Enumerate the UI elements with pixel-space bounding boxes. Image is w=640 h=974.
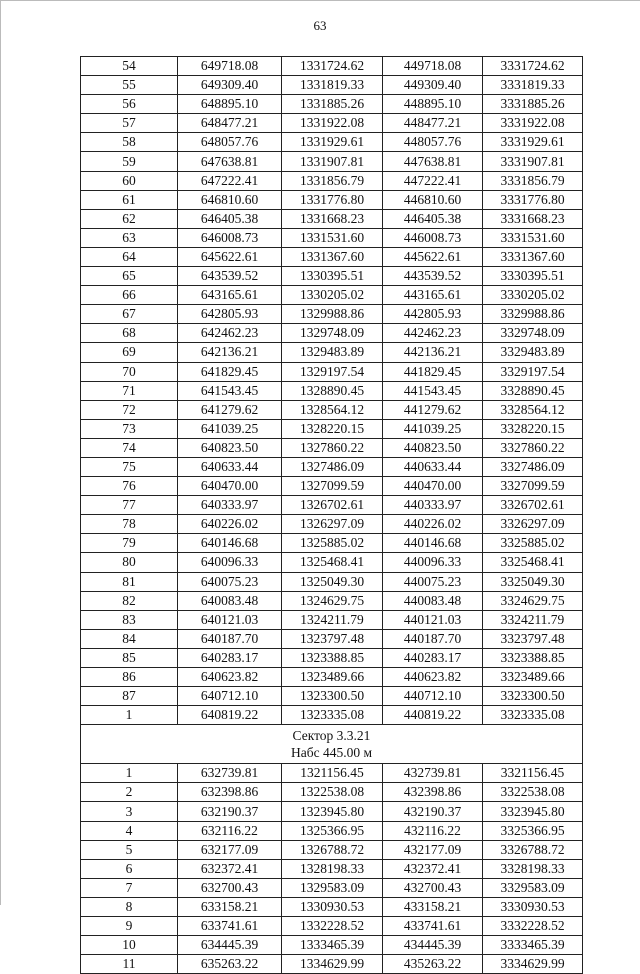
table-row — [81, 381, 583, 400]
y1-cell: 1329583.09 — [282, 878, 383, 897]
x1-cell: 649309.40 — [178, 76, 282, 95]
y1-cell: 1331776.80 — [282, 190, 383, 209]
y1-cell: 1330395.51 — [282, 267, 383, 286]
y1-cell: 1330205.02 — [282, 286, 383, 305]
table-row — [81, 764, 583, 783]
y2-cell: 3326788.72 — [483, 840, 583, 859]
point-number-cell: 83 — [81, 610, 178, 629]
point-number-cell: 79 — [81, 534, 178, 553]
y2-cell: 3331724.62 — [483, 57, 583, 76]
y1-cell: 1331856.79 — [282, 171, 383, 190]
y1-cell: 1322538.08 — [282, 783, 383, 802]
x2-cell: 432739.81 — [383, 764, 483, 783]
y2-cell: 3326702.61 — [483, 496, 583, 515]
point-number-cell: 69 — [81, 343, 178, 362]
x1-cell: 642136.21 — [178, 343, 282, 362]
coordinates-table — [80, 56, 583, 974]
y1-cell: 1331367.60 — [282, 247, 383, 266]
x1-cell: 641543.45 — [178, 381, 282, 400]
x1-cell: 640075.23 — [178, 572, 282, 591]
y1-cell: 1325885.02 — [282, 534, 383, 553]
section-subtitle: Набс 445.00 м — [290, 745, 373, 761]
x2-cell: 432190.37 — [383, 802, 483, 821]
x1-cell: 640712.10 — [178, 687, 282, 706]
section-title: Сектор 3.3.21 — [292, 728, 371, 744]
y1-cell: 1329988.86 — [282, 305, 383, 324]
x2-cell: 442136.21 — [383, 343, 483, 362]
x2-cell: 432398.86 — [383, 783, 483, 802]
x2-cell: 442462.23 — [383, 324, 483, 343]
x1-cell: 642462.23 — [178, 324, 282, 343]
x2-cell: 440096.33 — [383, 553, 483, 572]
x1-cell: 643165.61 — [178, 286, 282, 305]
y1-cell: 1323335.08 — [282, 706, 383, 725]
table-row — [81, 515, 583, 534]
x2-cell: 440187.70 — [383, 629, 483, 648]
y1-cell: 1331885.26 — [282, 95, 383, 114]
point-number-cell: 2 — [81, 783, 178, 802]
x2-cell: 442805.93 — [383, 305, 483, 324]
x1-cell: 640823.50 — [178, 438, 282, 457]
x2-cell: 440823.50 — [383, 438, 483, 457]
y1-cell: 1328198.33 — [282, 859, 383, 878]
y2-cell: 3323797.48 — [483, 629, 583, 648]
x2-cell: 447222.41 — [383, 171, 483, 190]
x1-cell: 632190.37 — [178, 802, 282, 821]
x2-cell: 448895.10 — [383, 95, 483, 114]
y2-cell: 3329748.09 — [483, 324, 583, 343]
y2-cell: 3331367.60 — [483, 247, 583, 266]
x2-cell: 449718.08 — [383, 57, 483, 76]
y1-cell: 1331668.23 — [282, 209, 383, 228]
y2-cell: 3328198.33 — [483, 859, 583, 878]
table-row — [81, 114, 583, 133]
x2-cell: 441279.62 — [383, 400, 483, 419]
table-row — [81, 496, 583, 515]
table-row — [81, 610, 583, 629]
x1-cell: 645622.61 — [178, 247, 282, 266]
table-row — [81, 553, 583, 572]
y1-cell: 1331907.81 — [282, 152, 383, 171]
y2-cell: 3327486.09 — [483, 457, 583, 476]
y2-cell: 3327099.59 — [483, 477, 583, 496]
page-number: 63 — [313, 18, 327, 33]
point-number-cell: 61 — [81, 190, 178, 209]
y2-cell: 3333465.39 — [483, 936, 583, 955]
x2-cell: 433158.21 — [383, 897, 483, 916]
point-number-cell: 56 — [81, 95, 178, 114]
y2-cell: 3329583.09 — [483, 878, 583, 897]
x1-cell: 641039.25 — [178, 419, 282, 438]
table-row — [81, 687, 583, 706]
section-header-row — [81, 725, 583, 764]
point-number-cell: 72 — [81, 400, 178, 419]
table-row — [81, 706, 583, 725]
x2-cell: 435263.22 — [383, 955, 483, 974]
x1-cell: 640470.00 — [178, 477, 282, 496]
x2-cell: 448477.21 — [383, 114, 483, 133]
y1-cell: 1323945.80 — [282, 802, 383, 821]
y2-cell: 3328220.15 — [483, 419, 583, 438]
x2-cell: 434445.39 — [383, 936, 483, 955]
y1-cell: 1326297.09 — [282, 515, 383, 534]
y2-cell: 3331907.81 — [483, 152, 583, 171]
x2-cell: 432177.09 — [383, 840, 483, 859]
x2-cell: 433741.61 — [383, 917, 483, 936]
section-header — [81, 725, 583, 764]
y1-cell: 1325366.95 — [282, 821, 383, 840]
table-row — [81, 859, 583, 878]
x2-cell: 440226.02 — [383, 515, 483, 534]
x1-cell: 643539.52 — [178, 267, 282, 286]
point-number-cell: 87 — [81, 687, 178, 706]
y2-cell: 3322538.08 — [483, 783, 583, 802]
x2-cell: 440075.23 — [383, 572, 483, 591]
y1-cell: 1334629.99 — [282, 955, 383, 974]
y1-cell: 1324629.75 — [282, 591, 383, 610]
y2-cell: 3328890.45 — [483, 381, 583, 400]
table-row — [81, 286, 583, 305]
x1-cell: 632177.09 — [178, 840, 282, 859]
y2-cell: 3326297.09 — [483, 515, 583, 534]
x2-cell: 432700.43 — [383, 878, 483, 897]
table-row — [81, 267, 583, 286]
x1-cell: 632700.43 — [178, 878, 282, 897]
y1-cell: 1321156.45 — [282, 764, 383, 783]
y2-cell: 3331885.26 — [483, 95, 583, 114]
x1-cell: 646810.60 — [178, 190, 282, 209]
y1-cell: 1327099.59 — [282, 477, 383, 496]
y2-cell: 3321156.45 — [483, 764, 583, 783]
y1-cell: 1323489.66 — [282, 668, 383, 687]
table-row — [81, 668, 583, 687]
y1-cell: 1324211.79 — [282, 610, 383, 629]
point-number-cell: 63 — [81, 228, 178, 247]
x2-cell: 432116.22 — [383, 821, 483, 840]
x1-cell: 640083.48 — [178, 591, 282, 610]
x2-cell: 440623.82 — [383, 668, 483, 687]
point-number-cell: 65 — [81, 267, 178, 286]
x2-cell: 446008.73 — [383, 228, 483, 247]
y1-cell: 1329748.09 — [282, 324, 383, 343]
y1-cell: 1326702.61 — [282, 496, 383, 515]
y2-cell: 3323300.50 — [483, 687, 583, 706]
y1-cell: 1328220.15 — [282, 419, 383, 438]
table-body-upper — [81, 57, 583, 725]
table-body-lower — [81, 764, 583, 974]
x1-cell: 647222.41 — [178, 171, 282, 190]
x2-cell: 449309.40 — [383, 76, 483, 95]
point-number-cell: 9 — [81, 917, 178, 936]
x1-cell: 642805.93 — [178, 305, 282, 324]
point-number-cell: 8 — [81, 897, 178, 916]
point-number-cell: 76 — [81, 477, 178, 496]
y1-cell: 1323797.48 — [282, 629, 383, 648]
y2-cell: 3334629.99 — [483, 955, 583, 974]
y2-cell: 3323945.80 — [483, 802, 583, 821]
point-number-cell: 86 — [81, 668, 178, 687]
point-number-cell: 60 — [81, 171, 178, 190]
y1-cell: 1331819.33 — [282, 76, 383, 95]
point-number-cell: 4 — [81, 821, 178, 840]
y2-cell: 3325885.02 — [483, 534, 583, 553]
y1-cell: 1326788.72 — [282, 840, 383, 859]
table-row — [81, 362, 583, 381]
y1-cell: 1329483.89 — [282, 343, 383, 362]
x1-cell: 632739.81 — [178, 764, 282, 783]
table-row — [81, 897, 583, 916]
x2-cell: 440633.44 — [383, 457, 483, 476]
x1-cell: 633741.61 — [178, 917, 282, 936]
point-number-cell: 73 — [81, 419, 178, 438]
point-number-cell: 66 — [81, 286, 178, 305]
y1-cell: 1331724.62 — [282, 57, 383, 76]
table-row — [81, 305, 583, 324]
y1-cell: 1328890.45 — [282, 381, 383, 400]
y2-cell: 3330930.53 — [483, 897, 583, 916]
y2-cell: 3331668.23 — [483, 209, 583, 228]
table-row — [81, 190, 583, 209]
x2-cell: 432372.41 — [383, 859, 483, 878]
y2-cell: 3332228.52 — [483, 917, 583, 936]
x1-cell: 640819.22 — [178, 706, 282, 725]
y1-cell: 1327860.22 — [282, 438, 383, 457]
table-row — [81, 821, 583, 840]
point-number-cell: 1 — [81, 764, 178, 783]
x1-cell: 649718.08 — [178, 57, 282, 76]
y1-cell: 1323388.85 — [282, 648, 383, 667]
table-row — [81, 57, 583, 76]
x2-cell: 446405.38 — [383, 209, 483, 228]
table-row — [81, 400, 583, 419]
table-row — [81, 477, 583, 496]
point-number-cell: 81 — [81, 572, 178, 591]
y1-cell: 1325049.30 — [282, 572, 383, 591]
y2-cell: 3324629.75 — [483, 591, 583, 610]
x2-cell: 443539.52 — [383, 267, 483, 286]
table-row — [81, 955, 583, 974]
y2-cell: 3329988.86 — [483, 305, 583, 324]
table-row — [81, 840, 583, 859]
x1-cell: 640121.03 — [178, 610, 282, 629]
point-number-cell: 5 — [81, 840, 178, 859]
x1-cell: 648057.76 — [178, 133, 282, 152]
x2-cell: 441543.45 — [383, 381, 483, 400]
table-row — [81, 917, 583, 936]
point-number-cell: 59 — [81, 152, 178, 171]
table-row — [81, 171, 583, 190]
point-number-cell: 67 — [81, 305, 178, 324]
table-row — [81, 629, 583, 648]
table-row — [81, 878, 583, 897]
x1-cell: 634445.39 — [178, 936, 282, 955]
table-row — [81, 343, 583, 362]
table-row — [81, 133, 583, 152]
table-row — [81, 152, 583, 171]
table-row — [81, 534, 583, 553]
point-number-cell: 55 — [81, 76, 178, 95]
x1-cell: 648477.21 — [178, 114, 282, 133]
y2-cell: 3328564.12 — [483, 400, 583, 419]
y2-cell: 3330395.51 — [483, 267, 583, 286]
y2-cell: 3331819.33 — [483, 76, 583, 95]
table-row — [81, 572, 583, 591]
x1-cell: 640096.33 — [178, 553, 282, 572]
y2-cell: 3324211.79 — [483, 610, 583, 629]
point-number-cell: 74 — [81, 438, 178, 457]
point-number-cell: 3 — [81, 802, 178, 821]
point-number-cell: 80 — [81, 553, 178, 572]
x2-cell: 448057.76 — [383, 133, 483, 152]
x2-cell: 445622.61 — [383, 247, 483, 266]
y1-cell: 1327486.09 — [282, 457, 383, 476]
x1-cell: 646405.38 — [178, 209, 282, 228]
x1-cell: 635263.22 — [178, 955, 282, 974]
point-number-cell: 68 — [81, 324, 178, 343]
point-number-cell: 64 — [81, 247, 178, 266]
x2-cell: 443165.61 — [383, 286, 483, 305]
table-row — [81, 591, 583, 610]
y2-cell: 3331929.61 — [483, 133, 583, 152]
x1-cell: 633158.21 — [178, 897, 282, 916]
y1-cell: 1323300.50 — [282, 687, 383, 706]
x1-cell: 632372.41 — [178, 859, 282, 878]
x2-cell: 446810.60 — [383, 190, 483, 209]
x2-cell: 440333.97 — [383, 496, 483, 515]
point-number-cell: 6 — [81, 859, 178, 878]
x1-cell: 640146.68 — [178, 534, 282, 553]
x2-cell: 440283.17 — [383, 648, 483, 667]
x1-cell: 640633.44 — [178, 457, 282, 476]
table-row — [81, 457, 583, 476]
x2-cell: 440712.10 — [383, 687, 483, 706]
x1-cell: 647638.81 — [178, 152, 282, 171]
x2-cell: 440083.48 — [383, 591, 483, 610]
table-row — [81, 247, 583, 266]
point-number-cell: 77 — [81, 496, 178, 515]
y1-cell: 1332228.52 — [282, 917, 383, 936]
x1-cell: 632116.22 — [178, 821, 282, 840]
x2-cell: 440146.68 — [383, 534, 483, 553]
x2-cell: 440470.00 — [383, 477, 483, 496]
point-number-cell: 82 — [81, 591, 178, 610]
point-number-cell: 10 — [81, 936, 178, 955]
y2-cell: 3325049.30 — [483, 572, 583, 591]
y2-cell: 3323489.66 — [483, 668, 583, 687]
x1-cell: 641279.62 — [178, 400, 282, 419]
x1-cell: 640333.97 — [178, 496, 282, 515]
point-number-cell: 1 — [81, 706, 178, 725]
x2-cell: 441039.25 — [383, 419, 483, 438]
y2-cell: 3331776.80 — [483, 190, 583, 209]
y2-cell: 3331922.08 — [483, 114, 583, 133]
point-number-cell: 78 — [81, 515, 178, 534]
y2-cell: 3330205.02 — [483, 286, 583, 305]
x2-cell: 447638.81 — [383, 152, 483, 171]
table-row — [81, 802, 583, 821]
x1-cell: 646008.73 — [178, 228, 282, 247]
table-row — [81, 209, 583, 228]
y2-cell: 3327860.22 — [483, 438, 583, 457]
point-number-cell: 71 — [81, 381, 178, 400]
y1-cell: 1325468.41 — [282, 553, 383, 572]
y1-cell: 1331922.08 — [282, 114, 383, 133]
table-row — [81, 783, 583, 802]
x1-cell: 641829.45 — [178, 362, 282, 381]
y2-cell: 3325468.41 — [483, 553, 583, 572]
y1-cell: 1331531.60 — [282, 228, 383, 247]
table-row — [81, 419, 583, 438]
y1-cell: 1330930.53 — [282, 897, 383, 916]
y2-cell: 3323335.08 — [483, 706, 583, 725]
y2-cell: 3323388.85 — [483, 648, 583, 667]
point-number-cell: 58 — [81, 133, 178, 152]
point-number-cell: 75 — [81, 457, 178, 476]
section-cell — [81, 725, 583, 764]
x1-cell: 648895.10 — [178, 95, 282, 114]
table-row — [81, 228, 583, 247]
y1-cell: 1333465.39 — [282, 936, 383, 955]
point-number-cell: 11 — [81, 955, 178, 974]
x1-cell: 640187.70 — [178, 629, 282, 648]
point-number-cell: 57 — [81, 114, 178, 133]
table-row — [81, 95, 583, 114]
point-number-cell: 54 — [81, 57, 178, 76]
point-number-cell: 7 — [81, 878, 178, 897]
x2-cell: 440819.22 — [383, 706, 483, 725]
x2-cell: 440121.03 — [383, 610, 483, 629]
y2-cell: 3329483.89 — [483, 343, 583, 362]
y2-cell: 3329197.54 — [483, 362, 583, 381]
table-row — [81, 438, 583, 457]
x2-cell: 441829.45 — [383, 362, 483, 381]
x1-cell: 640623.82 — [178, 668, 282, 687]
point-number-cell: 84 — [81, 629, 178, 648]
x1-cell: 640226.02 — [178, 515, 282, 534]
point-number-cell: 62 — [81, 209, 178, 228]
point-number-cell: 85 — [81, 648, 178, 667]
table-row — [81, 324, 583, 343]
y2-cell: 3331531.60 — [483, 228, 583, 247]
y2-cell: 3331856.79 — [483, 171, 583, 190]
table-row — [81, 76, 583, 95]
table-row — [81, 936, 583, 955]
x1-cell: 632398.86 — [178, 783, 282, 802]
point-number-cell: 70 — [81, 362, 178, 381]
y1-cell: 1328564.12 — [282, 400, 383, 419]
y1-cell: 1329197.54 — [282, 362, 383, 381]
table-row — [81, 648, 583, 667]
x1-cell: 640283.17 — [178, 648, 282, 667]
y2-cell: 3325366.95 — [483, 821, 583, 840]
y1-cell: 1331929.61 — [282, 133, 383, 152]
